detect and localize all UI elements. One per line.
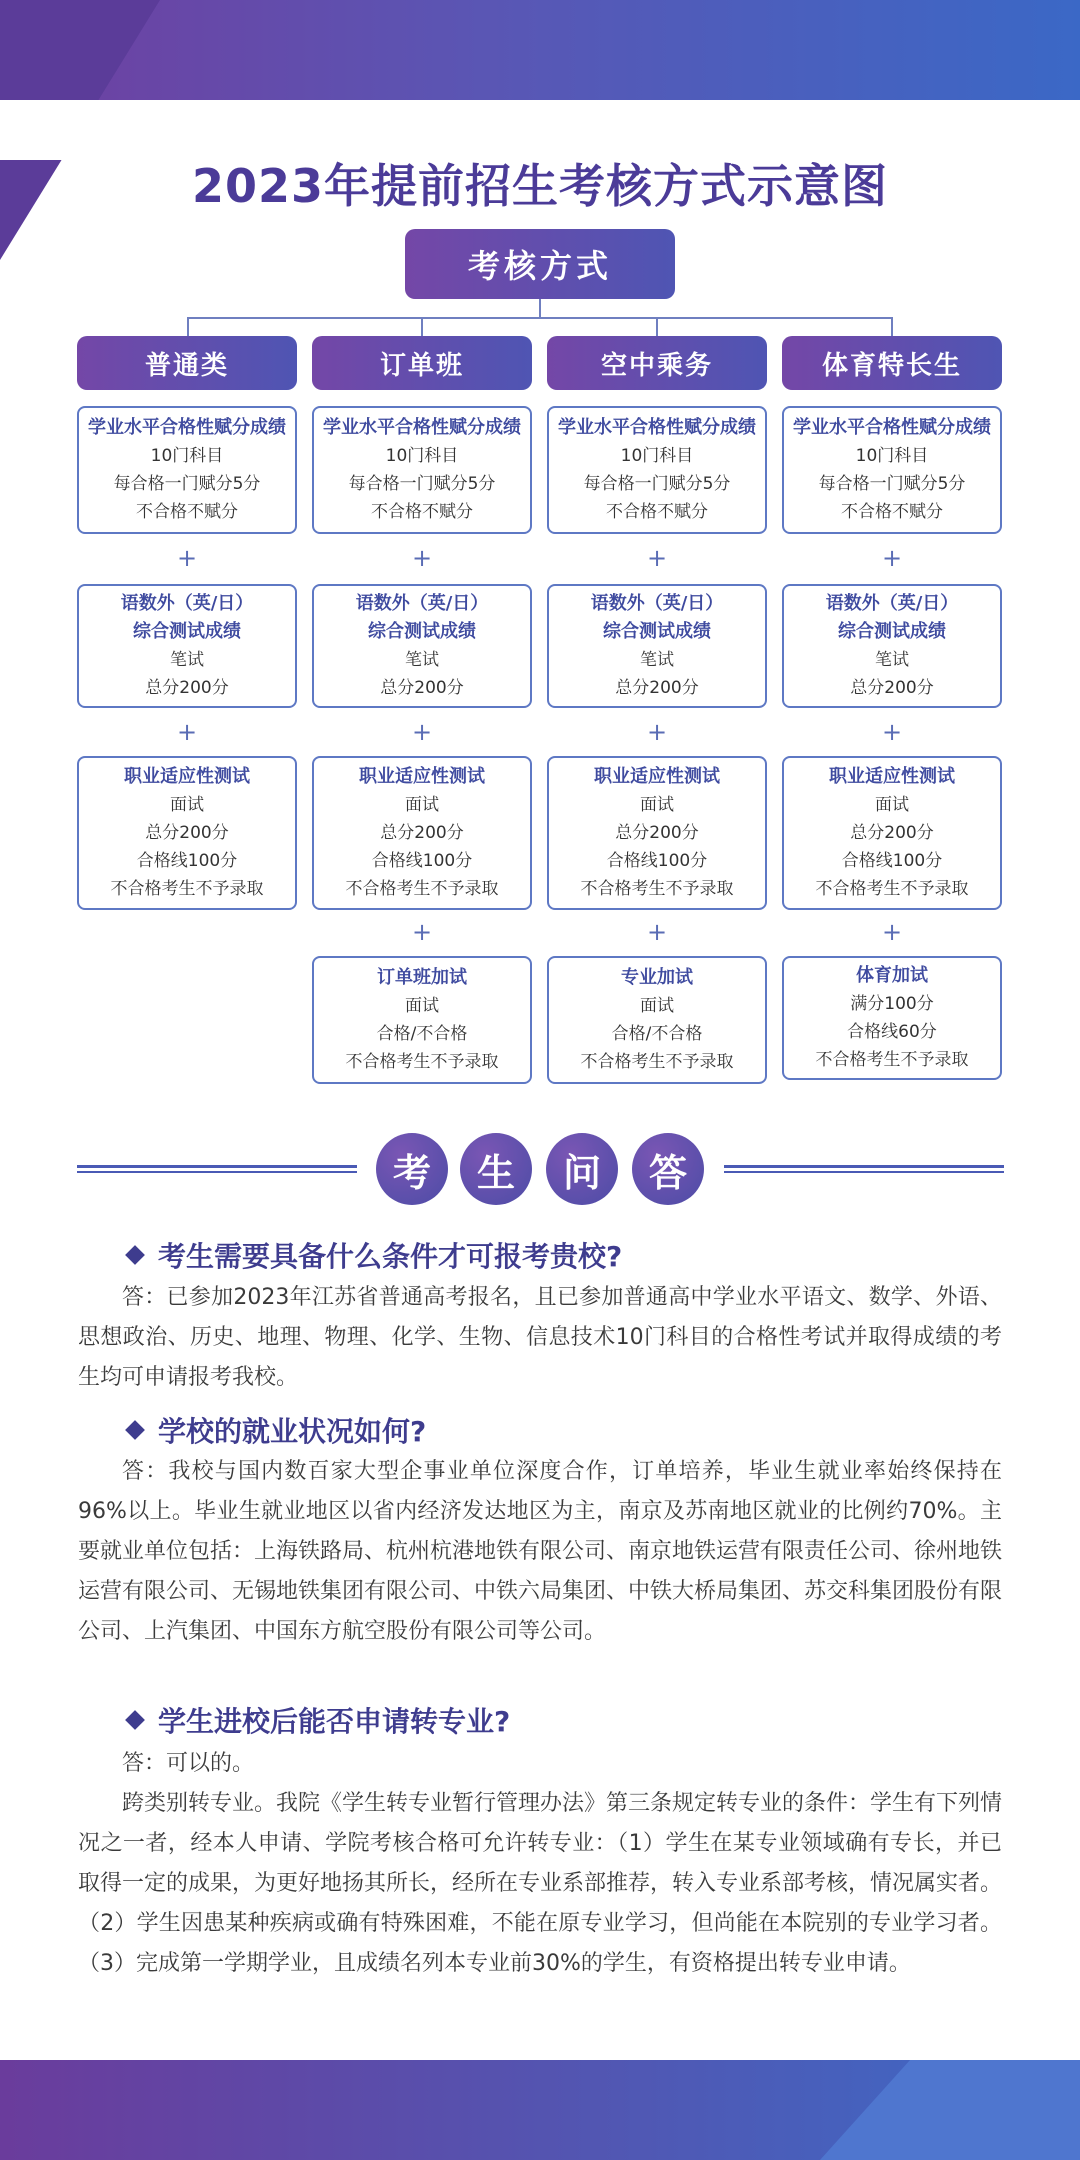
score-card (77, 584, 297, 708)
tree-connector (656, 317, 658, 336)
tree-connector (187, 317, 189, 336)
card-line: 不合格考生不予录取 (815, 1050, 969, 1070)
qa-answer: 跨类别转专业。我院《学生转专业暂行管理办法》第三条规定转专业的条件：学生有下列情况之一者，经本人申请、学院考核合格可允许转专业：（1）学生在某专业领域确有专长，并已取得一定的成果，为更好地扬其所长，经所在专业系部推荐，转入专业系部考核，情况属实者。（2）学生因患某种疾病或确有特殊困难，不能在原专业学习，但尚能在本院别的专业学习者。（3）完成第一学期学业，且成绩名列本专业前30%的学生，有资格提出转专业申请。 (78, 1791, 1003, 1976)
score-card (547, 584, 767, 708)
card-line: 面试 (640, 996, 674, 1016)
card-line: 不合格考生不予录取 (110, 879, 264, 899)
card-title: 语数外（英/日） (590, 593, 724, 614)
score-card (547, 956, 767, 1084)
score-card (77, 406, 297, 534)
card-title: 学业水平合格性赋分成绩 (558, 417, 756, 438)
diamond-bullet-icon (125, 1710, 145, 1730)
score-card (77, 756, 297, 910)
card-line: 10门科目 (620, 446, 694, 466)
question-text: 学校的就业状况如何? (158, 1415, 427, 1448)
score-card (782, 584, 1002, 708)
card-line: 每合格一门赋分5分 (113, 474, 261, 494)
card-line: 总分200分 (145, 823, 229, 843)
divider-left (77, 1165, 357, 1173)
category-column (312, 336, 532, 1072)
category-header: 普通类 (77, 336, 297, 390)
card-title: 语数外（英/日） (355, 593, 489, 614)
card-line: 不合格考生不予录取 (345, 879, 499, 899)
score-card (312, 584, 532, 708)
card-title: 语数外（英/日） (825, 593, 959, 614)
card-line: 10门科目 (385, 446, 459, 466)
plus-symbol: + (646, 544, 668, 572)
plus-symbol: + (646, 718, 668, 746)
card-line: 总分200分 (380, 678, 464, 698)
card-line: 总分200分 (850, 678, 934, 698)
tree-connector (891, 317, 893, 336)
category-header: 空中乘务 (547, 336, 767, 390)
card-line: 总分200分 (850, 823, 934, 843)
card-line: 合格/不合格 (376, 1024, 468, 1044)
card-line: 不合格考生不予录取 (580, 1052, 734, 1072)
qa-answer: 答：已参加2023年江苏省普通高考报名，且已参加普通高中学业水平语文、数学、外语、思想政治、历史、地理、物理、化学、生物、信息技术10门科目的合格性考试并取得成绩的考生均可申请报考我校。 (78, 1285, 1002, 1390)
card-line: 总分200分 (615, 678, 699, 698)
card-line: 不合格不赋分 (371, 502, 473, 522)
question-text: 学生进校后能否申请转专业? (158, 1705, 511, 1738)
score-card (782, 756, 1002, 910)
footer-decoration (820, 2060, 910, 2160)
card-line: 总分200分 (145, 678, 229, 698)
card-line: 每合格一门赋分5分 (348, 474, 496, 494)
card-title: 学业水平合格性赋分成绩 (323, 417, 521, 438)
card-line: 合格/不合格 (611, 1024, 703, 1044)
divider-right (724, 1165, 1004, 1173)
card-line: 笔试 (170, 650, 204, 670)
root-node: 考核方式 (405, 229, 675, 299)
card-line: 笔试 (875, 650, 909, 670)
card-line: 不合格不赋分 (841, 502, 943, 522)
category-header: 体育特长生 (782, 336, 1002, 390)
card-line: 合格线100分 (136, 851, 238, 871)
qa-question (128, 1700, 510, 1740)
card-title-line2: 综合测试成绩 (838, 621, 946, 642)
qa-question (128, 1410, 426, 1450)
score-card (312, 956, 532, 1084)
card-title: 职业适应性测试 (829, 766, 955, 787)
qa-question (128, 1235, 622, 1275)
qa-answer: 答：可以的。 (122, 1751, 255, 1776)
qa-answer: 答：我校与国内数百家大型企事业单位深度合作，订单培养，毕业生就业率始终保持在96%以上。毕业生就业地区以省内经济发达地区为主，南京及苏南地区就业的比例约70%。主要就业单位包括：上海铁路局、杭州杭港地铁有限公司、南京地铁运营有限责任公司、徐州地铁运营有限公司、无锡地铁集团有限公司、中铁六局集团、中铁大桥局集团、苏交科集团股份有限公司、上汽集团、中国东方航空股份有限公司等公司。 (78, 1459, 1003, 1644)
card-line: 总分200分 (615, 823, 699, 843)
category-column (77, 336, 297, 899)
header-band (0, 0, 1080, 100)
plus-symbol: + (881, 544, 903, 572)
diamond-bullet-icon (125, 1420, 145, 1440)
qa-header-char: 考 (376, 1133, 448, 1205)
card-line: 面试 (170, 795, 204, 815)
diamond-bullet-icon (125, 1245, 145, 1265)
card-title-line2: 综合测试成绩 (368, 621, 476, 642)
card-line: 不合格考生不予录取 (345, 1052, 499, 1072)
tree-connector (187, 317, 893, 319)
card-title: 学业水平合格性赋分成绩 (88, 417, 286, 438)
card-line: 合格线100分 (841, 851, 943, 871)
score-card (782, 956, 1002, 1080)
card-line: 不合格考生不予录取 (580, 879, 734, 899)
card-line: 合格线100分 (606, 851, 708, 871)
plus-symbol: + (176, 718, 198, 746)
card-title: 学业水平合格性赋分成绩 (793, 417, 991, 438)
card-line: 面试 (405, 996, 439, 1016)
card-title: 职业适应性测试 (359, 766, 485, 787)
card-line: 10门科目 (150, 446, 224, 466)
score-card (312, 406, 532, 534)
question-text: 考生需要具备什么条件才可报考贵校? (158, 1240, 623, 1273)
card-line: 合格线100分 (371, 851, 473, 871)
plus-symbol: + (411, 718, 433, 746)
card-title: 专业加试 (621, 967, 693, 988)
card-line: 每合格一门赋分5分 (583, 474, 731, 494)
card-line: 不合格不赋分 (606, 502, 708, 522)
card-title-line2: 综合测试成绩 (603, 621, 711, 642)
category-column (547, 336, 767, 1072)
plus-symbol: + (411, 544, 433, 572)
tree-connector (539, 299, 541, 318)
category-header: 订单班 (312, 336, 532, 390)
card-title: 职业适应性测试 (594, 766, 720, 787)
card-title: 语数外（英/日） (120, 593, 254, 614)
qa-section-header (0, 1130, 1080, 1210)
footer-decoration (910, 2060, 1080, 2160)
card-line: 10门科目 (855, 446, 929, 466)
plus-symbol: + (646, 918, 668, 946)
card-title: 职业适应性测试 (124, 766, 250, 787)
qa-header-char: 答 (632, 1133, 704, 1205)
plus-symbol: + (176, 544, 198, 572)
score-card (547, 406, 767, 534)
tree-connector (421, 317, 423, 336)
card-line: 总分200分 (380, 823, 464, 843)
card-line: 面试 (640, 795, 674, 815)
plus-symbol: + (411, 918, 433, 946)
card-line: 笔试 (640, 650, 674, 670)
card-line: 每合格一门赋分5分 (818, 474, 966, 494)
score-card (312, 756, 532, 910)
plus-symbol: + (881, 918, 903, 946)
score-card (782, 406, 1002, 534)
card-title: 订单班加试 (377, 967, 467, 988)
score-card (547, 756, 767, 910)
qa-header-char: 生 (460, 1133, 532, 1205)
card-title-line2: 综合测试成绩 (133, 621, 241, 642)
page-title: 2023年提前招生考核方式示意图 (191, 159, 889, 213)
card-line: 合格线60分 (847, 1022, 937, 1042)
plus-symbol: + (881, 718, 903, 746)
card-line: 面试 (875, 795, 909, 815)
category-column (782, 336, 1002, 1070)
card-line: 笔试 (405, 650, 439, 670)
qa-header-char: 问 (546, 1133, 618, 1205)
card-title: 体育加试 (856, 965, 928, 986)
card-line: 满分100分 (850, 994, 934, 1014)
card-line: 不合格考生不予录取 (815, 879, 969, 899)
card-line: 面试 (405, 795, 439, 815)
card-line: 不合格不赋分 (136, 502, 238, 522)
